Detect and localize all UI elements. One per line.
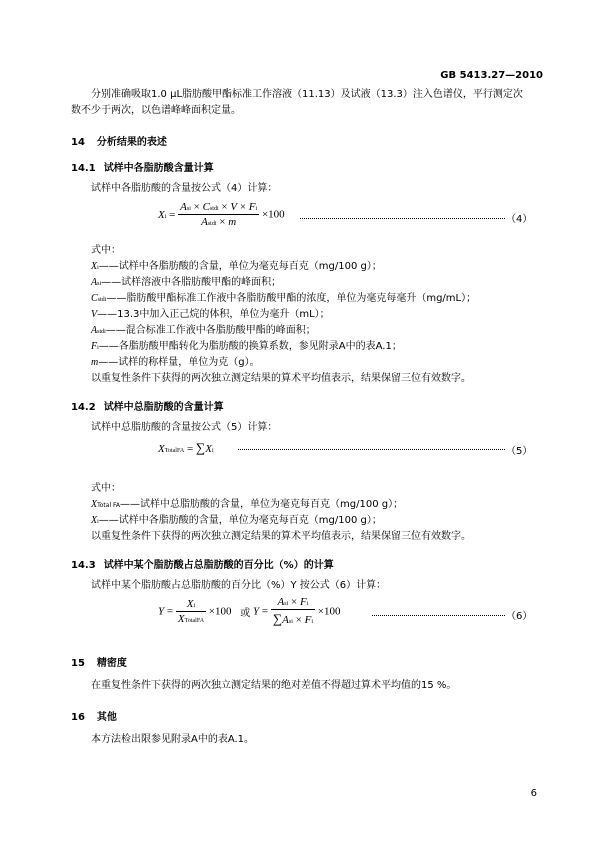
- section-16-body: 本方法检出限参见附录A中的表A.1。: [91, 734, 255, 745]
- definition-item: Xi——试样中各脂肪酸的含量，单位为毫克每百克（mg/100 g）；: [91, 261, 382, 272]
- formula-symbol: X: [205, 443, 212, 455]
- formula-symbol: V: [230, 201, 238, 213]
- leader-dots: [238, 437, 505, 450]
- definitions-list: [91, 261, 476, 373]
- formula-6: [158, 596, 340, 627]
- formula-symbol: Y: [253, 605, 260, 618]
- equals-sign: =: [169, 208, 176, 221]
- equation-number: （4）: [506, 214, 533, 225]
- formula-subscript: TotalFA: [164, 448, 185, 454]
- summation-sign: ∑: [272, 611, 283, 626]
- formula-subscript: i: [193, 603, 196, 609]
- leader-dots: [372, 603, 505, 616]
- result-note: 以重复性条件下获得的两次独立测定结果的算术平均值表示，结果保留三位有效数字。: [91, 531, 471, 542]
- formula-4: [158, 201, 285, 228]
- formula-symbol: X: [177, 613, 185, 625]
- section-14-1-heading: [71, 159, 214, 174]
- section-title: 精密度: [96, 658, 127, 669]
- section-14-2-heading: [71, 398, 224, 413]
- section-number: 14.3: [71, 560, 96, 571]
- formula-subscript: i: [211, 448, 214, 454]
- section-number: 14.2: [71, 402, 96, 413]
- formula-subscript: si: [186, 206, 191, 212]
- section-16-heading: [71, 708, 117, 723]
- definition-item: Astdi——混合标准工作液中各脂肪酸甲酯的峰面积；: [91, 325, 316, 336]
- definition-item: Xi——试样中各脂肪酸的含量，单位为毫克每百克（mg/100 g）；: [91, 515, 382, 526]
- intro-line-1: 分别准确吸取1.0 μL脂肪酸甲酯标准工作溶液（11.13）及试液（13.3）注入色谱仪，平行测定次: [91, 89, 523, 100]
- formula-5: [158, 440, 214, 456]
- times-sign: ×: [193, 201, 200, 213]
- multiplier: ×100: [317, 605, 341, 618]
- section-15-heading: [71, 654, 127, 669]
- definition-item: Asi——试样溶液中各脂肪酸甲酯的峰面积；: [91, 277, 282, 288]
- formula-symbol: X: [158, 443, 165, 455]
- section-14-heading: [71, 133, 167, 148]
- times-sign: ×: [295, 614, 302, 626]
- formula-subscript: stdi: [207, 221, 217, 227]
- times-sign: ×: [291, 596, 298, 608]
- formula-symbol: X: [158, 208, 165, 221]
- where-label: 式中：: [91, 483, 121, 494]
- times-sign: ×: [219, 216, 226, 228]
- section-title: 其他: [96, 712, 117, 723]
- formula-symbol: Y: [158, 605, 165, 618]
- times-sign: ×: [239, 201, 247, 213]
- formula-symbol: A: [282, 614, 289, 626]
- where-label: 式中：: [91, 245, 121, 256]
- formula-subscript: si: [284, 601, 289, 607]
- formula-4-fraction: [178, 201, 259, 228]
- equation-number: （6）: [506, 611, 533, 622]
- formula-symbol: A: [277, 596, 285, 608]
- formula-symbol: A: [180, 201, 187, 213]
- definition-item: XTotal FA——试样中总脂肪酸的含量，单位为毫克每百克（mg/100 g）；: [91, 499, 404, 510]
- formula-symbol: F: [299, 596, 307, 608]
- definition-item: Fi——各脂肪酸甲酯转化为脂肪酸的换算系数，参见附录A中的表A.1；: [91, 341, 402, 352]
- formula-symbol: m: [228, 216, 237, 228]
- formula-symbol: X: [186, 598, 194, 610]
- formula-subscript: TotalFA: [184, 618, 205, 624]
- formula-subscript: i: [306, 601, 309, 607]
- formula-5-lead: 试样中总脂肪酸的含量按公式（5）计算：: [91, 422, 278, 433]
- formula-subscript: i: [164, 213, 167, 220]
- standard-code: GB 5413.27—2010: [440, 70, 543, 81]
- section-title: 试样中某个脂肪酸占总脂肪酸的百分比（%）的计算: [103, 560, 334, 571]
- section-15-body: 在重复性条件下获得的两次独立测定结果的绝对差值不得超过算术平均值的15 %。: [91, 680, 457, 691]
- section-number: 14: [71, 137, 85, 148]
- definition-item: m——试样的称样量，单位为克（g）。: [91, 357, 260, 368]
- formula-symbol: A: [201, 216, 208, 228]
- summation-sign: ∑: [195, 440, 206, 455]
- page-number: 6: [530, 788, 537, 799]
- section-title: 试样中总脂肪酸的含量计算: [103, 402, 224, 413]
- leader-dots: [300, 206, 505, 219]
- formula-subscript: stdi: [209, 206, 219, 212]
- section-title: 分析结果的表述: [96, 137, 167, 148]
- formula-6-fraction-a: [176, 598, 206, 625]
- section-number: 16: [71, 712, 85, 723]
- equals-sign: =: [166, 605, 174, 618]
- formula-symbol: C: [202, 201, 210, 213]
- multiplier: ×100: [208, 605, 232, 618]
- formula-6-fraction-b: [271, 596, 315, 627]
- formula-symbol: F: [304, 614, 312, 626]
- section-14-3-heading: [71, 556, 334, 571]
- formula-4-lead: 试样中各脂肪酸的含量按公式（4）计算：: [91, 183, 278, 194]
- definition-item: Cstdi——脂肪酸甲酯标准工作液中各脂肪酸甲酯的浓度，单位为毫克每毫升（mg/mL）；: [91, 293, 477, 304]
- formula-subscript: i: [311, 619, 314, 625]
- or-label: 或: [240, 608, 251, 619]
- equals-sign: =: [186, 443, 194, 455]
- intro-line-2: 数不少于两次，以色谱峰峰面积定量。: [71, 105, 241, 116]
- definitions-list: [91, 499, 403, 531]
- result-note: 以重复性条件下获得的两次独立测定结果的算术平均值表示，结果保留三位有效数字。: [91, 373, 471, 384]
- section-number: 15: [71, 658, 85, 669]
- formula-subscript: si: [288, 619, 293, 625]
- times-sign: ×: [221, 201, 228, 213]
- definition-item: V——13.3中加入正己烷的体积，单位为毫升（mL）；: [91, 309, 330, 320]
- multiplier: ×100: [261, 208, 285, 221]
- equals-sign: =: [261, 605, 269, 618]
- formula-symbol: F: [248, 201, 256, 213]
- equation-number: （5）: [506, 446, 533, 457]
- formula-6-lead: 试样中某个脂肪酸占总脂肪酸的百分比（%）Y 按公式（6）计算：: [91, 580, 387, 591]
- formula-subscript: i: [255, 206, 258, 212]
- section-number: 14.1: [71, 163, 96, 174]
- section-title: 试样中各脂肪酸含量计算: [103, 163, 214, 174]
